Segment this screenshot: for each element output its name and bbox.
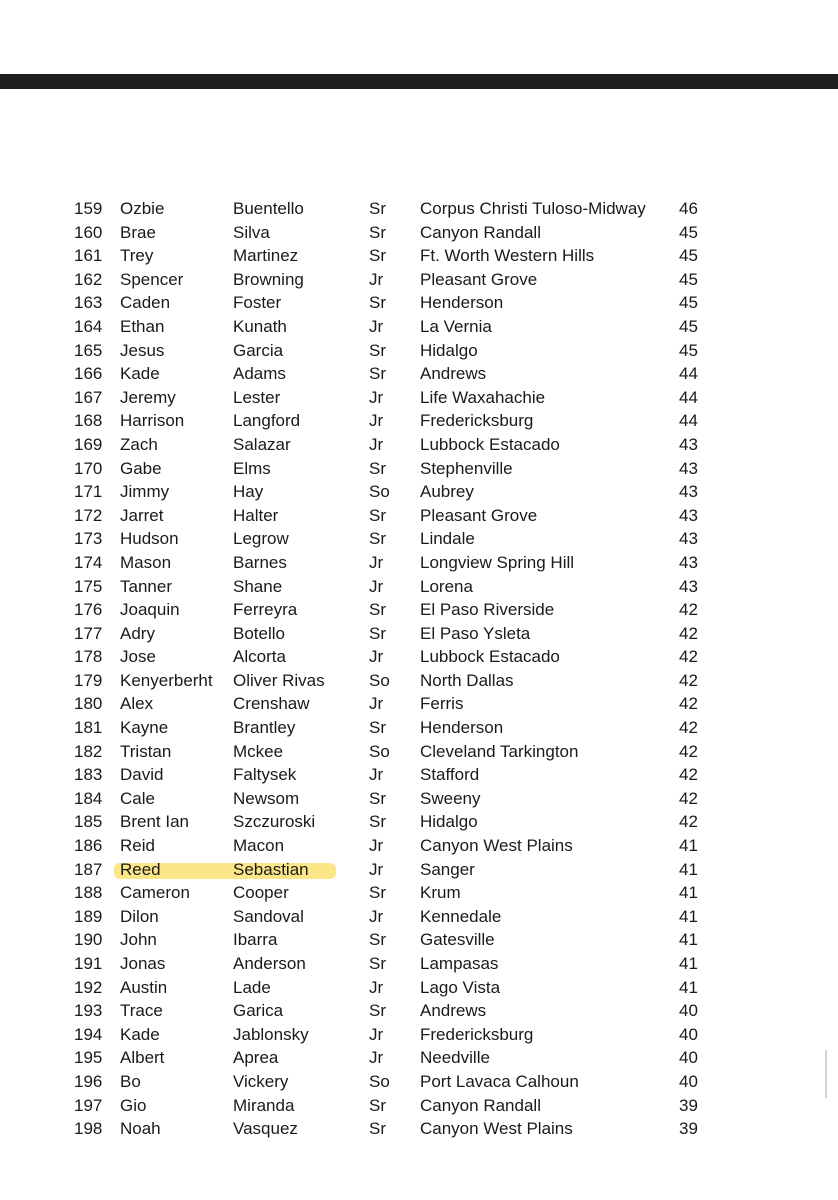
score-cell: 42 — [679, 600, 698, 620]
school-cell: Hidalgo — [420, 812, 478, 832]
last-name-cell: Brantley — [233, 718, 296, 738]
table-row — [0, 834, 838, 858]
school-cell: Hidalgo — [420, 340, 478, 360]
school-cell: Ferris — [420, 694, 464, 714]
rank-cell: 161 — [74, 246, 103, 266]
last-name-cell: Legrow — [233, 529, 289, 549]
class-year-cell: Sr — [369, 788, 386, 808]
last-name-cell: Miranda — [233, 1095, 295, 1115]
rank-cell: 168 — [74, 411, 103, 431]
score-cell: 41 — [679, 954, 698, 973]
score-cell: 41 — [679, 836, 698, 856]
class-year-cell: Sr — [369, 1001, 386, 1021]
first-name-cell: Spencer — [120, 269, 184, 289]
last-name-cell: Lade — [233, 977, 271, 997]
class-year-cell: Jr — [369, 765, 384, 785]
rank-cell: 189 — [74, 906, 103, 926]
score-cell: 42 — [679, 647, 698, 667]
score-cell: 43 — [679, 529, 698, 549]
table-row — [0, 763, 838, 787]
table-row — [0, 221, 838, 245]
last-name-cell: Buentello — [233, 199, 304, 218]
score-cell: 41 — [679, 906, 698, 926]
table-row — [0, 622, 838, 646]
rank-cell: 172 — [74, 505, 103, 525]
last-name-cell: Macon — [233, 836, 285, 856]
class-year-cell: Sr — [369, 1119, 386, 1139]
table-row — [0, 575, 838, 599]
first-name-cell: Jonas — [120, 954, 166, 973]
rank-cell: 160 — [74, 222, 103, 242]
class-year-cell: Sr — [369, 222, 386, 242]
school-cell: Canyon Randall — [420, 1095, 541, 1115]
table-row — [0, 881, 838, 905]
last-name-cell: Vasquez — [233, 1119, 298, 1139]
table-row — [0, 197, 838, 221]
table-row — [0, 810, 838, 834]
class-year-cell: Sr — [369, 718, 386, 738]
rank-cell: 185 — [74, 812, 103, 832]
school-cell: Pleasant Grove — [420, 269, 538, 289]
rank-cell: 164 — [74, 316, 103, 336]
first-name-cell: Reed — [120, 859, 161, 879]
school-cell: Sweeny — [420, 788, 481, 808]
last-name-cell: Oliver Rivas — [233, 670, 325, 690]
school-cell: Needville — [420, 1048, 490, 1068]
rank-cell: 175 — [74, 576, 103, 596]
last-name-cell: Shane — [233, 576, 283, 596]
first-name-cell: Trey — [120, 246, 154, 266]
last-name-cell: Szczuroski — [233, 812, 316, 832]
last-name-cell: Langford — [233, 411, 301, 431]
rank-cell: 178 — [74, 647, 103, 667]
class-year-cell: Jr — [369, 411, 384, 431]
first-name-cell: Alex — [120, 694, 154, 714]
class-year-cell: Sr — [369, 623, 386, 643]
score-cell: 44 — [679, 364, 698, 384]
last-name-cell: Mckee — [233, 741, 284, 761]
score-cell: 42 — [679, 623, 698, 643]
table-row — [0, 268, 838, 292]
table-row — [0, 244, 838, 268]
table-row — [0, 598, 838, 622]
school-cell: Gatesville — [420, 930, 495, 950]
first-name-cell: Gabe — [120, 458, 162, 478]
rank-cell: 177 — [74, 623, 103, 643]
table-row — [0, 669, 838, 693]
score-cell: 42 — [679, 718, 698, 738]
last-name-cell: Foster — [233, 293, 282, 313]
last-name-cell: Garica — [233, 1001, 284, 1021]
last-name-cell: Kunath — [233, 316, 287, 336]
last-name-cell: Salazar — [233, 434, 291, 454]
class-year-cell: Jr — [369, 1024, 384, 1044]
school-cell: Corpus Christi Tuloso-Midway — [420, 199, 646, 218]
first-name-cell: Kenyerberht — [120, 670, 213, 690]
school-cell: Port Lavaca Calhoun — [420, 1071, 579, 1091]
first-name-cell: Jesus — [120, 340, 165, 360]
school-cell: Stephenville — [420, 458, 513, 478]
table-row — [0, 339, 838, 363]
score-cell: 40 — [679, 1071, 698, 1091]
last-name-cell: Alcorta — [233, 647, 286, 667]
score-cell: 40 — [679, 1048, 698, 1068]
first-name-cell: Zach — [120, 434, 158, 454]
last-name-cell: Silva — [233, 222, 270, 242]
table-row — [0, 433, 838, 457]
table-row — [0, 291, 838, 315]
first-name-cell: Jarret — [120, 505, 164, 525]
first-name-cell: Albert — [120, 1048, 165, 1068]
table-row — [0, 551, 838, 575]
school-cell: Henderson — [420, 718, 504, 738]
school-cell: La Vernia — [420, 316, 492, 336]
table-row — [0, 716, 838, 740]
score-cell: 44 — [679, 411, 698, 431]
rankings-list — [0, 197, 838, 1141]
school-cell: Lorena — [420, 576, 473, 596]
score-cell: 42 — [679, 670, 698, 690]
rank-cell: 193 — [74, 1001, 103, 1021]
school-cell: Lubbock Estacado — [420, 434, 560, 454]
table-row — [0, 976, 838, 1000]
class-year-cell: Sr — [369, 458, 386, 478]
first-name-cell: Ethan — [120, 316, 165, 336]
first-name-cell: Bo — [120, 1071, 141, 1091]
last-name-cell: Botello — [233, 623, 285, 643]
table-row — [0, 858, 838, 882]
last-name-cell: Crenshaw — [233, 694, 310, 714]
school-cell: Lago Vista — [420, 977, 501, 997]
first-name-cell: Jose — [120, 647, 156, 667]
table-row — [0, 692, 838, 716]
first-name-cell: Brae — [120, 222, 156, 242]
rank-cell: 165 — [74, 340, 103, 360]
first-name-cell: David — [120, 765, 164, 785]
table-row — [0, 952, 838, 976]
first-name-cell: Kade — [120, 1024, 160, 1044]
first-name-cell: Trace — [120, 1001, 163, 1021]
score-cell: 41 — [679, 977, 698, 997]
class-year-cell: Sr — [369, 600, 386, 620]
class-year-cell: Sr — [369, 1095, 386, 1115]
score-cell: 40 — [679, 1001, 698, 1021]
last-name-cell: Lester — [233, 387, 281, 407]
class-year-cell: Jr — [369, 387, 384, 407]
first-name-cell: Cale — [120, 788, 155, 808]
rank-cell: 194 — [74, 1024, 103, 1044]
school-cell: Longview Spring Hill — [420, 552, 575, 572]
last-name-cell: Martinez — [233, 246, 299, 266]
last-name-cell: Elms — [233, 458, 271, 478]
first-name-cell: Noah — [120, 1119, 161, 1139]
rank-cell: 196 — [74, 1071, 103, 1091]
table-row — [0, 1094, 838, 1118]
school-cell: Krum — [420, 883, 461, 903]
score-cell: 43 — [679, 458, 698, 478]
first-name-cell: Austin — [120, 977, 168, 997]
first-name-cell: Jeremy — [120, 387, 176, 407]
school-cell: Aubrey — [420, 482, 474, 502]
class-year-cell: Jr — [369, 552, 384, 572]
class-year-cell: Jr — [369, 434, 384, 454]
first-name-cell: Kayne — [120, 718, 169, 738]
class-year-cell: So — [369, 1071, 390, 1091]
rank-cell: 191 — [74, 954, 103, 973]
table-row — [0, 480, 838, 504]
class-year-cell: Sr — [369, 505, 386, 525]
class-year-cell: So — [369, 482, 390, 502]
rank-cell: 186 — [74, 836, 103, 856]
rank-cell: 167 — [74, 387, 103, 407]
rank-cell: 182 — [74, 741, 103, 761]
table-row — [0, 928, 838, 952]
rank-cell: 192 — [74, 977, 103, 997]
rank-cell: 169 — [74, 434, 103, 454]
school-cell: Lampasas — [420, 954, 499, 973]
table-row — [0, 1023, 838, 1047]
class-year-cell: Sr — [369, 246, 386, 266]
last-name-cell: Sandoval — [233, 906, 304, 926]
class-year-cell: Jr — [369, 977, 384, 997]
class-year-cell: Sr — [369, 954, 386, 973]
table-row — [0, 645, 838, 669]
last-name-cell: Anderson — [233, 954, 306, 973]
table-row — [0, 362, 838, 386]
score-cell: 45 — [679, 246, 698, 266]
table-row — [0, 386, 838, 410]
school-cell: Lubbock Estacado — [420, 647, 560, 667]
rank-cell: 181 — [74, 718, 103, 738]
first-name-cell: Dilon — [120, 906, 159, 926]
last-name-cell: Adams — [233, 364, 286, 384]
school-cell: Canyon West Plains — [420, 836, 573, 856]
class-year-cell: Sr — [369, 812, 386, 832]
score-cell: 44 — [679, 387, 698, 407]
table-row — [0, 409, 838, 433]
last-name-cell: Ferreyra — [233, 600, 298, 620]
table-row — [0, 1070, 838, 1094]
class-year-cell: Jr — [369, 906, 384, 926]
last-name-cell: Ibarra — [233, 930, 278, 950]
class-year-cell: Jr — [369, 316, 384, 336]
score-cell: 42 — [679, 694, 698, 714]
rank-cell: 176 — [74, 600, 103, 620]
score-cell: 43 — [679, 482, 698, 502]
first-name-cell: Cameron — [120, 883, 190, 903]
school-cell: Lindale — [420, 529, 475, 549]
last-name-cell: Cooper — [233, 883, 289, 903]
score-cell: 42 — [679, 812, 698, 832]
rank-cell: 166 — [74, 364, 103, 384]
school-cell: Fredericksburg — [420, 1024, 534, 1044]
score-cell: 43 — [679, 434, 698, 454]
school-cell: El Paso Riverside — [420, 600, 555, 620]
last-name-cell: Hay — [233, 482, 264, 502]
class-year-cell: Jr — [369, 859, 384, 879]
score-cell: 45 — [679, 222, 698, 242]
school-cell: Ft. Worth Western Hills — [420, 246, 595, 266]
scrollbar-indicator[interactable] — [825, 1050, 827, 1098]
table-row — [0, 527, 838, 551]
score-cell: 39 — [679, 1095, 698, 1115]
score-cell: 43 — [679, 505, 698, 525]
rank-cell: 162 — [74, 269, 103, 289]
class-year-cell: Sr — [369, 883, 386, 903]
first-name-cell: Tristan — [120, 741, 172, 761]
class-year-cell: Sr — [369, 930, 386, 950]
score-cell: 45 — [679, 293, 698, 313]
rank-cell: 171 — [74, 482, 103, 502]
first-name-cell: Adry — [120, 623, 155, 643]
last-name-cell: Jablonsky — [233, 1024, 309, 1044]
school-cell: Andrews — [420, 1001, 487, 1021]
table-row — [0, 457, 838, 481]
rank-cell: 188 — [74, 883, 103, 903]
class-year-cell: Sr — [369, 364, 386, 384]
rank-cell: 170 — [74, 458, 103, 478]
last-name-cell: Halter — [233, 505, 279, 525]
table-row — [0, 1117, 838, 1141]
class-year-cell: Jr — [369, 576, 384, 596]
class-year-cell: So — [369, 670, 390, 690]
first-name-cell: Caden — [120, 293, 171, 313]
school-cell: Life Waxahachie — [420, 387, 546, 407]
last-name-cell: Barnes — [233, 552, 287, 572]
score-cell: 45 — [679, 340, 698, 360]
score-cell: 45 — [679, 316, 698, 336]
rank-cell: 198 — [74, 1119, 103, 1139]
school-cell: Kennedale — [420, 906, 502, 926]
class-year-cell: Sr — [369, 199, 386, 218]
last-name-cell: Aprea — [233, 1048, 279, 1068]
last-name-cell: Sebastian — [233, 859, 309, 879]
rank-cell: 195 — [74, 1048, 103, 1068]
school-cell: Andrews — [420, 364, 487, 384]
score-cell: 42 — [679, 741, 698, 761]
first-name-cell: Gio — [120, 1095, 147, 1115]
school-cell: Pleasant Grove — [420, 505, 538, 525]
rank-cell: 184 — [74, 788, 103, 808]
school-cell: Canyon West Plains — [420, 1119, 573, 1139]
rank-cell: 159 — [74, 199, 103, 218]
school-cell: Henderson — [420, 293, 504, 313]
rank-cell: 190 — [74, 930, 103, 950]
table-row — [0, 905, 838, 929]
header-rule — [0, 74, 838, 89]
rank-cell: 174 — [74, 552, 103, 572]
score-cell: 42 — [679, 765, 698, 785]
table-row — [0, 1046, 838, 1070]
first-name-cell: Jimmy — [120, 482, 170, 502]
last-name-cell: Browning — [233, 269, 304, 289]
class-year-cell: Sr — [369, 293, 386, 313]
school-cell: North Dallas — [420, 670, 514, 690]
school-cell: El Paso Ysleta — [420, 623, 531, 643]
school-cell: Canyon Randall — [420, 222, 541, 242]
score-cell: 39 — [679, 1119, 698, 1139]
first-name-cell: Mason — [120, 552, 172, 572]
school-cell: Fredericksburg — [420, 411, 534, 431]
first-name-cell: John — [120, 930, 157, 950]
score-cell: 46 — [679, 199, 698, 218]
first-name-cell: Tanner — [120, 576, 172, 596]
last-name-cell: Faltysek — [233, 765, 297, 785]
class-year-cell: So — [369, 741, 390, 761]
rank-cell: 187 — [74, 859, 103, 879]
score-cell: 41 — [679, 883, 698, 903]
first-name-cell: Ozbie — [120, 199, 165, 218]
first-name-cell: Joaquin — [120, 600, 180, 620]
rank-cell: 179 — [74, 670, 103, 690]
class-year-cell: Jr — [369, 694, 384, 714]
first-name-cell: Hudson — [120, 529, 179, 549]
class-year-cell: Jr — [369, 836, 384, 856]
table-row — [0, 504, 838, 528]
school-cell: Sanger — [420, 859, 475, 879]
score-cell: 41 — [679, 859, 698, 879]
table-row — [0, 740, 838, 764]
score-cell: 42 — [679, 788, 698, 808]
class-year-cell: Sr — [369, 340, 386, 360]
score-cell: 45 — [679, 269, 698, 289]
rank-cell: 183 — [74, 765, 103, 785]
table-row — [0, 787, 838, 811]
first-name-cell: Harrison — [120, 411, 185, 431]
last-name-cell: Garcia — [233, 340, 284, 360]
rank-cell: 180 — [74, 694, 103, 714]
class-year-cell: Jr — [369, 269, 384, 289]
first-name-cell: Reid — [120, 836, 155, 856]
first-name-cell: Brent Ian — [120, 812, 189, 832]
school-cell: Cleveland Tarkington — [420, 741, 579, 761]
first-name-cell: Kade — [120, 364, 160, 384]
rank-cell: 197 — [74, 1095, 103, 1115]
last-name-cell: Vickery — [233, 1071, 289, 1091]
last-name-cell: Newsom — [233, 788, 300, 808]
rank-cell: 163 — [74, 293, 103, 313]
score-cell: 43 — [679, 552, 698, 572]
score-cell: 41 — [679, 930, 698, 950]
table-row — [0, 315, 838, 339]
class-year-cell: Jr — [369, 647, 384, 667]
table-row — [0, 999, 838, 1023]
class-year-cell: Sr — [369, 529, 386, 549]
rank-cell: 173 — [74, 529, 103, 549]
class-year-cell: Jr — [369, 1048, 384, 1068]
score-cell: 40 — [679, 1024, 698, 1044]
school-cell: Stafford — [420, 765, 480, 785]
score-cell: 43 — [679, 576, 698, 596]
